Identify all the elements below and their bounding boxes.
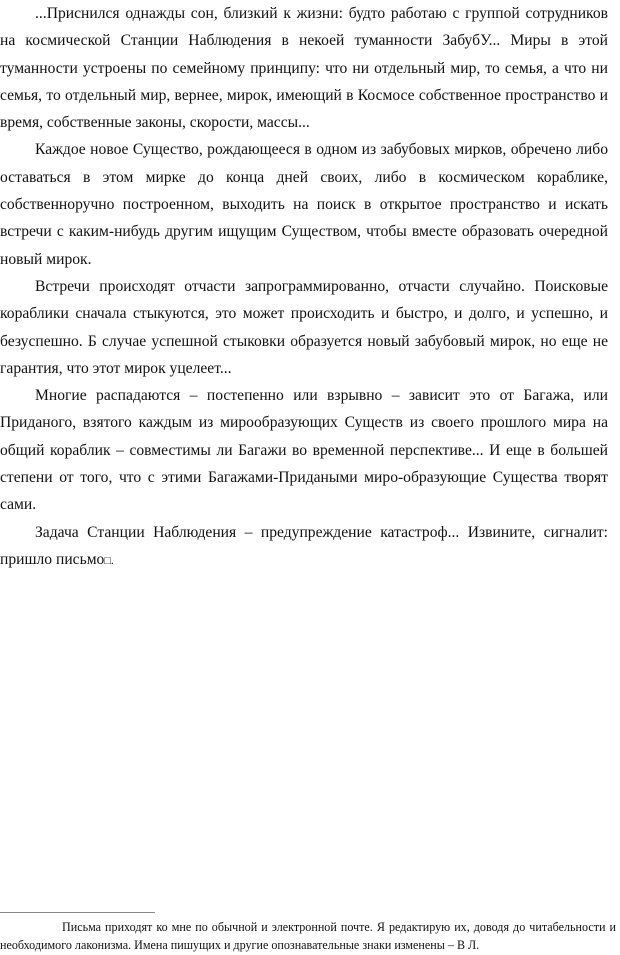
footnote-divider xyxy=(0,912,155,913)
paragraph-4: Многие распадаются – постепенно или взрывно – зависит это от Багажа, или Приданого, взятого каждым из мирообразующих Существ из своего прошлого мира на общий кораблик – совместимы ли Багажи во временной перспективе... И еще в большей степени от того, что с этими Багажами-Придаными миро-образующие Существа творят сами. xyxy=(0,387,608,514)
paragraph-5 xyxy=(0,519,608,576)
paragraph-1: ...Приснился однажды сон, близкий к жизни: будто работаю с группой сотрудников на космической Станции Наблюдения в некоей туманности ЗабубУ... Миры в этой туманности устроены по семейному принципу: что ни отдельный мир, то семья, а что ни семья, то отдельный мир, вернее, мирок, имеющий в Космосе собственное пространство и время, собственные законы, скорости, массы... xyxy=(0,5,608,132)
paragraph-2: Каждое новое Существо, рождающееся в одном из забубовых мирков, обречено либо оставаться в этом мирке до конца дней своих, либо в космическом кораблике, собственноручно построенном, выходить на поиск в открытое пространство и искать встречи с каким-нибудь другим ищущим Существом, чтобы вместе образовать очередной новый мирок. xyxy=(0,141,608,268)
paragraph-3: Встречи происходят отчасти запрограммированно, отчасти случайно. Поисковые кораблики сначала стыкуются, это может происходить и быстро, и долго, и успешно, и безуспешно. Б случае успешной стыковки образуется новый забубовый мирок, но еще не гарантия, что этот мирок уцелеет... xyxy=(0,277,608,377)
footnote-marker: □. xyxy=(104,554,114,567)
footnote-text: Письма приходят ко мне по обычной и электронной почте. Я редактирую их, доводя до читабельности и необходимого лаконизма. Имена пишущих и другие опознавательные знаки изменены – В Л. xyxy=(0,920,616,952)
paragraph-5-text: Задача Станции Наблюдения – предупреждение катастроф... Извините, сигналит: пришло письмо xyxy=(0,523,608,568)
